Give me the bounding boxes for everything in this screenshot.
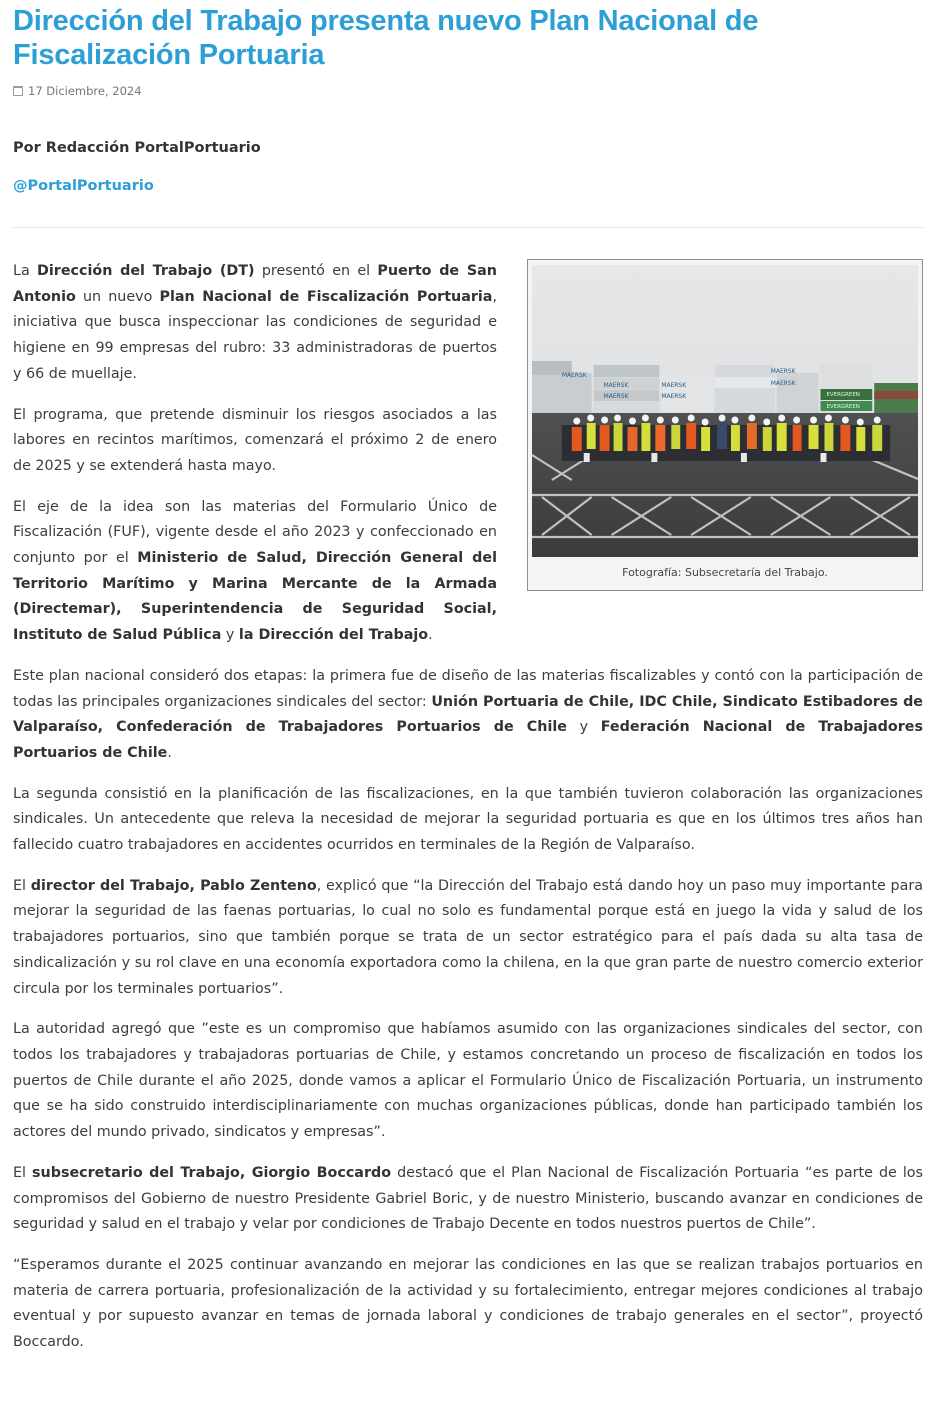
- article-page: [0, 4, 934, 1356]
- article-meta: [13, 84, 923, 98]
- paragraph-3: El eje de la idea son las materias del Formulario Único de Fiscalización (FUF), vigente desde el año 2023 y confeccionado en conjunto por el Ministerio de Salud, Dirección General del Territorio Marítimo y Marina Mercante de la Armada (Directemar), Superintendencia de Seguridad Social, Instituto de Salud Pública y la Dirección del Trabajo.: [13, 498, 497, 644]
- container-label: EVERGREEN: [826, 403, 860, 411]
- container-label: MAERSK: [661, 381, 687, 390]
- paragraph-4: Este plan nacional consideró dos etapas: la primera fue de diseño de las materias fiscalizables y contó con la participación de todas las principales organizaciones sindicales del sector: Unión Portuaria de Chile, IDC Chile, Sindicato Estibadores de Valparaíso, Confederación de Trabajadores Portuarios de Chile y Federación Nacional de Trabajadores Portuarios de Chile.: [13, 667, 923, 761]
- paragraph-7: La autoridad agregó que ”este es un compromiso que habíamos asumido con las organizaciones sindicales del sector, con todos los trabajadores y trabajadoras portuarias de Chile, y estamos concretando un proceso de fiscalización en todos los puertos de Chile durante el año 2025, donde vamos a aplicar el Formulario Único de Fiscalización Portuaria, un instrumento que se ha sido construido interdisciplinariamente con muchas organizaciones públicas, donde han participado también los actores del mundo privado, sindicatos y empresas”.: [13, 1021, 923, 1141]
- port-workers-photo: [532, 265, 918, 557]
- container-label: MAERSK: [770, 367, 796, 376]
- paragraph-9: “Esperamos durante el 2025 continuar avanzando en mejorar las condiciones en las que se realizan trabajos portuarios en materia de carrera portuaria, profesionalización de la actividad y su fortalecimiento, entregar mejores condiciones al trabajo eventual y por supuesto avanzar en temas de jornada laboral y condiciones de trabajo generales en el sector”, proyectó Boccardo.: [13, 1256, 923, 1351]
- article-byline: Por Redacción PortalPortuario: [13, 140, 261, 156]
- container-label: MAERSK: [661, 392, 687, 401]
- container-label: MAERSK: [561, 371, 587, 380]
- container-label: MAERSK: [603, 381, 629, 390]
- calendar-icon: [13, 86, 23, 96]
- article-body: [13, 259, 923, 1356]
- paragraph-8: El subsecretario del Trabajo, Giorgio Boccardo destacó que el Plan Nacional de Fiscalización Portuaria “es parte de los compromisos del Gobierno de nuestro Presidente Gabriel Boric, y de nuestro Ministerio, buscando avanzar en condiciones de seguridad y salud en el trabajo y velar por condiciones de Trabajo Decente en todos nuestros puertos de Chile”.: [13, 1164, 923, 1233]
- paragraph-1: La Dirección del Trabajo (DT) presentó en el Puerto de San Antonio un nuevo Plan Nacional de Fiscalización Portuaria, iniciativa que busca inspeccionar las condiciones de seguridad e higiene en 99 empresas del rubro: 33 administradoras de puertos y 66 de muellaje.: [13, 263, 497, 382]
- paragraph-2: El programa, que pretende disminuir los riesgos asociados a las labores en recintos marítimos, comenzará el próximo 2 de enero de 2025 y se extenderá hasta mayo.: [13, 406, 497, 474]
- author-handle-link[interactable]: @PortalPortuario: [13, 178, 154, 194]
- container-label: EVERGREEN: [826, 391, 860, 399]
- article-figure: [527, 259, 923, 591]
- paragraph-6: El director del Trabajo, Pablo Zenteno, explicó que “la Dirección del Trabajo está dando hoy un paso muy importante para mejorar la seguridad de las faenas portuarias, lo cual no solo es fundamental porque está en juego la vida y salud de los trabajadores portuarios, sino que también porque se trata de un sector estratégico para el país dada su alta tasa de sindicalización y su rol clave en una economía exportadora como la chilena, en la que gran parte de nuestro comercio exterior circula por los terminales portuarios”.: [13, 877, 923, 997]
- figure-caption: Fotografía: Subsecretaría del Trabajo.: [622, 566, 828, 579]
- article-date: 17 Diciembre, 2024: [28, 84, 142, 98]
- container-label: MAERSK: [603, 392, 629, 401]
- container-label: MAERSK: [770, 379, 796, 388]
- article-title: Dirección del Trabajo presenta nuevo Plan Nacional de Fiscalización Portuaria: [13, 5, 759, 71]
- divider: [13, 227, 923, 228]
- paragraph-5: La segunda consistió en la planificación de las fiscalizaciones, en la que también tuvieron colaboración las organizaciones sindicales. Un antecedente que releva la necesidad de mejorar la seguridad portuaria es que en los últimos tres años han fallecido cuatro trabajadores en accidentes ocurridos en terminales de la Región de Valparaíso.: [13, 785, 923, 854]
